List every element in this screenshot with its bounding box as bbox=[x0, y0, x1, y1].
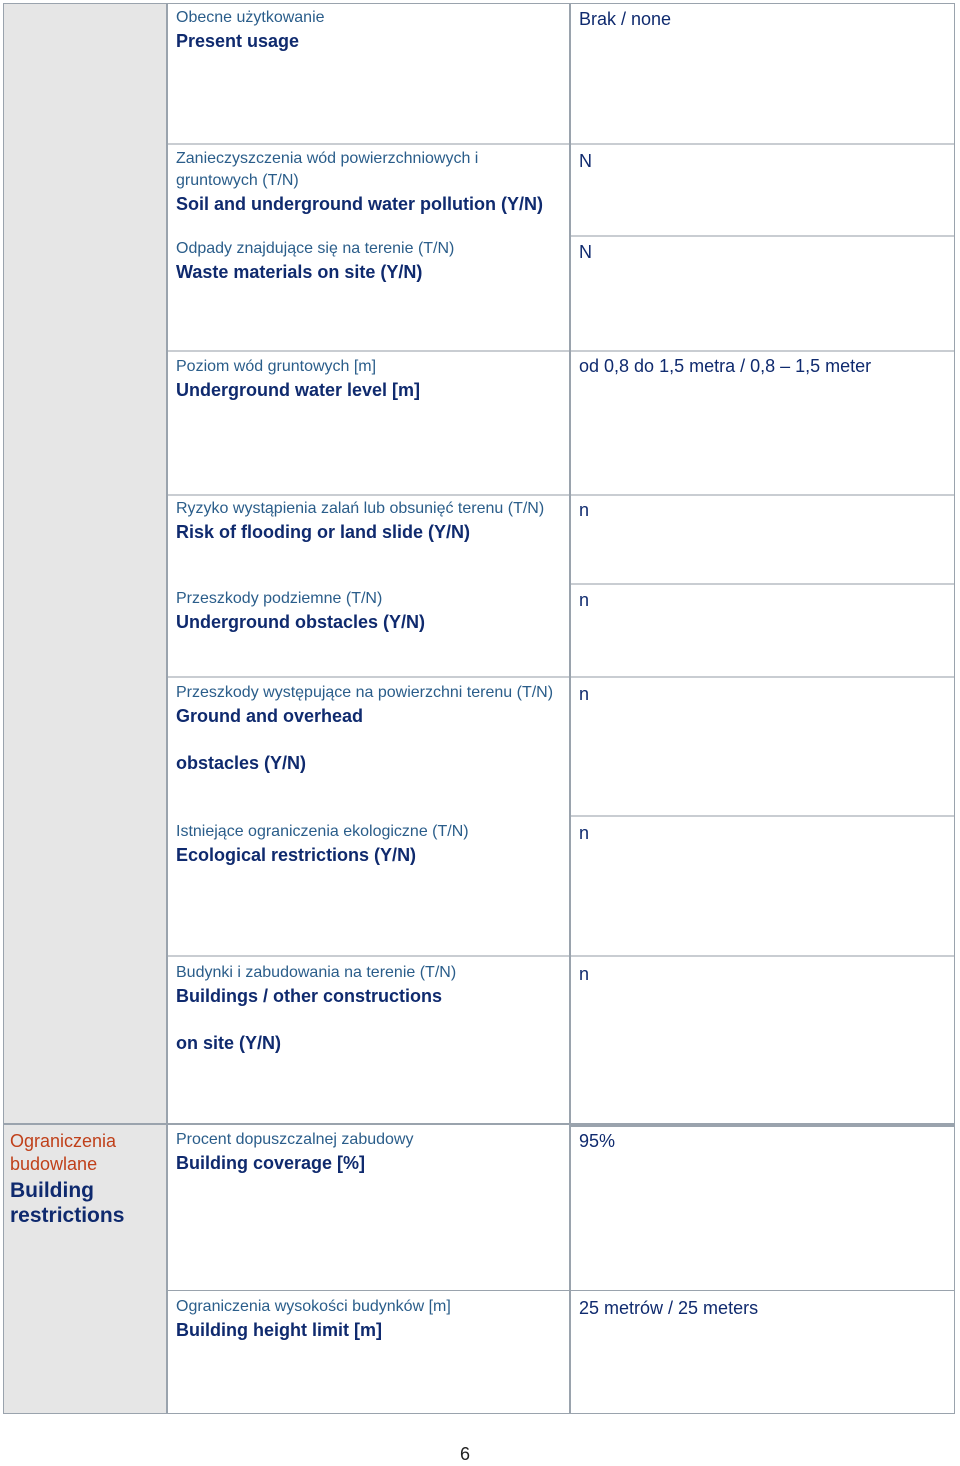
ecological-en: Ecological restrictions (Y/N) bbox=[176, 845, 417, 865]
coverage-pl: Procent dopuszczalnej zabudowy bbox=[176, 1131, 414, 1148]
flooding-label bbox=[176, 498, 564, 544]
overhead-value: n bbox=[579, 684, 590, 704]
ecological-value: n bbox=[579, 823, 590, 843]
present-usage-value: Brak / none bbox=[579, 9, 672, 29]
row-separator bbox=[571, 955, 954, 957]
row-separator bbox=[168, 955, 569, 957]
left-column-empty bbox=[3, 3, 167, 1124]
row-separator bbox=[168, 676, 569, 678]
building-restrictions-en: Building restrictions bbox=[10, 1179, 125, 1227]
underground-obstacles-pl: Przeszkody podziemne (T/N) bbox=[176, 590, 383, 607]
row-separator bbox=[571, 494, 954, 496]
ecological-pl: Istniejące ograniczenia ekologiczne (T/N) bbox=[176, 823, 469, 840]
buildings-value: n bbox=[579, 964, 590, 984]
pollution-value: N bbox=[579, 151, 592, 171]
present-usage-en: Present usage bbox=[176, 31, 300, 51]
row-separator bbox=[571, 583, 954, 585]
flooding-en: Risk of flooding or land slide (Y/N) bbox=[176, 522, 471, 542]
row-separator bbox=[571, 815, 954, 817]
underground-obstacles-value: n bbox=[579, 590, 590, 610]
flooding-pl: Ryzyko wystąpienia zalań lub obsunięć terenu (T/N) bbox=[176, 500, 545, 517]
building-restrictions-pl: Ograniczenia budowlane bbox=[10, 1131, 117, 1174]
underground-obstacles-label bbox=[176, 588, 564, 634]
height-pl: Ograniczenia wysokości budynków [m] bbox=[176, 1298, 451, 1315]
coverage-en: Building coverage [%] bbox=[176, 1153, 366, 1173]
overhead-en-2: obstacles (Y/N) bbox=[176, 753, 307, 773]
height-en: Building height limit [m] bbox=[176, 1320, 382, 1340]
pollution-label bbox=[176, 148, 564, 216]
water-level-value: od 0,8 do 1,5 metra / 0,8 – 1,5 meter bbox=[579, 356, 872, 376]
overhead-en-1: Ground and overhead bbox=[176, 706, 364, 726]
overhead-pl: Przeszkody występujące na powierzchni terenu (T/N) bbox=[176, 684, 554, 701]
water-level-en: Underground water level [m] bbox=[176, 380, 421, 400]
row-separator bbox=[571, 143, 954, 145]
waste-label bbox=[176, 238, 564, 284]
row-separator bbox=[168, 143, 569, 145]
buildings-en-1: Buildings / other constructions bbox=[176, 986, 443, 1006]
water-level-label bbox=[176, 356, 564, 402]
height-value: 25 metrów / 25 meters bbox=[579, 1298, 759, 1318]
buildings-pl: Budynki i zabudowania na terenie (T/N) bbox=[176, 964, 457, 981]
waste-en: Waste materials on site (Y/N) bbox=[176, 262, 423, 282]
row-separator bbox=[168, 494, 569, 496]
building-restrictions-label bbox=[10, 1130, 162, 1228]
buildings-en-2: on site (Y/N) bbox=[176, 1033, 282, 1053]
coverage-value: 95% bbox=[579, 1131, 616, 1151]
waste-pl: Odpady znajdujące się na terenie (T/N) bbox=[176, 240, 455, 257]
pollution-pl: Zanieczyszczenia wód powierzchniowych i gruntowych (T/N) bbox=[176, 150, 479, 189]
buildings-label bbox=[176, 962, 564, 1055]
water-level-pl: Poziom wód gruntowych [m] bbox=[176, 358, 377, 375]
waste-value: N bbox=[579, 242, 592, 262]
height-label bbox=[176, 1296, 564, 1342]
row-separator bbox=[571, 676, 954, 678]
flooding-value: n bbox=[579, 500, 590, 520]
present-usage-pl: Obecne użytkowanie bbox=[176, 9, 325, 26]
overhead-label bbox=[176, 682, 564, 775]
pollution-en: Soil and underground water pollution (Y/N) bbox=[176, 194, 543, 214]
coverage-value-cell bbox=[570, 1124, 955, 1291]
row-separator bbox=[571, 235, 954, 237]
page-number: 6 bbox=[459, 1444, 470, 1464]
row-separator bbox=[571, 350, 954, 352]
underground-obstacles-en: Underground obstacles (Y/N) bbox=[176, 612, 426, 632]
coverage-label bbox=[176, 1129, 564, 1175]
present-usage-label bbox=[176, 7, 564, 53]
row-separator bbox=[168, 350, 569, 352]
ecological-label bbox=[176, 821, 564, 867]
